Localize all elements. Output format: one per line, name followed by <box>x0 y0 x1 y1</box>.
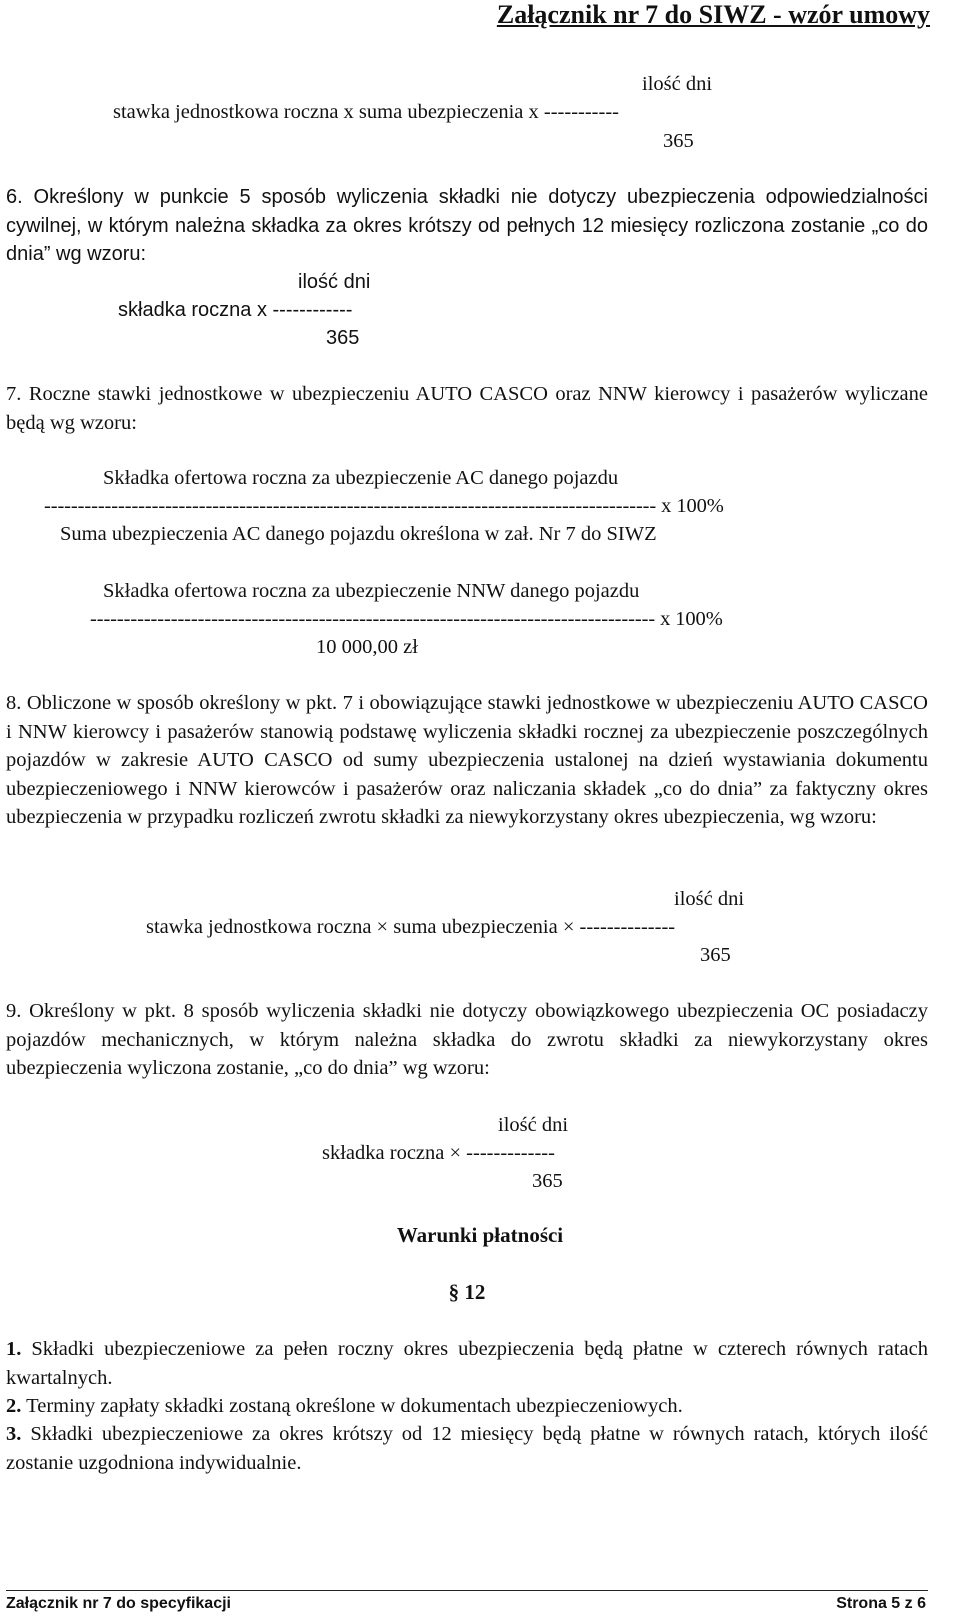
formula6-line: składka roczna × ------------- <box>322 1142 555 1164</box>
paragraph-8: 8. Obliczone w sposób określony w pkt. 7 i obowiązujące stawki jednostkowe w ubezpieczeniu AUTO CASCO i NNW kierowcy i pasażerów stanowią podstawę wyliczenia składki rocznej za ubezpieczenie poszczególnych pojazdów w zakresie AUTO CASCO od sumy ubezpieczenia ustalonej na dzień wystawiania dokumentu ubezpieczeniowego i NNW kierowców i pasażerów oraz naliczania składek „co do dnia” za faktyczny okres ubezpieczenia w przypadku rozliczeń zwrotu składki za niewykorzystany okres ubezpieczenia, wg wzoru: <box>6 692 928 828</box>
list-item <box>6 1335 928 1392</box>
list-item-text: Składki ubezpieczeniowe za okres krótszy od 12 miesięcy będą płatne w równych ratach, których ilość zostanie uzgodniona indywidualnie. <box>6 1423 928 1474</box>
paragraph-9: 9. Określony w pkt. 8 sposób wyliczenia składki nie dotyczy obowiązkowego ubezpieczenia OC posiadaczy pojazdów mechanicznych, w którym należna składka do zwrotu składki za niewykorzystany okres ubezpieczenia wyliczona zostanie, „co do dnia” wg wzoru: <box>6 1000 928 1079</box>
formula6-numerator: ilość dni <box>498 1114 569 1136</box>
footer-left: Załącznik nr 7 do specyfikacji <box>6 1595 231 1612</box>
paragraph-7: 7. Roczne stawki jednostkowe w ubezpieczeniu AUTO CASCO oraz NNW kierowcy i pasażerów wyliczane będą wg wzoru: <box>6 383 928 434</box>
list-item-number: 3. <box>6 1423 22 1445</box>
formula2-denominator: 365 <box>326 327 360 349</box>
formula4-numerator: Składka ofertowa roczna za ubezpieczenie NNW danego pojazdu <box>103 580 640 602</box>
list-item-text: Terminy zapłaty składki zostaną określone w dokumentach ubezpieczeniowych. <box>21 1395 683 1417</box>
list-item-text: Składki ubezpieczeniowe za pełen roczny okres ubezpieczenia będą płatne w czterech równych ratach kwartalnych. <box>6 1338 928 1389</box>
footer-page-number: Strona 5 z 6 <box>836 1595 926 1612</box>
formula5-denominator: 365 <box>700 944 731 966</box>
paragraph-6: 6. Określony w punkcie 5 sposób wyliczenia składki nie dotyczy ubezpieczenia odpowiedzialności cywilnej, w którym należna składka za okres krótszy od pełnych 12 miesięcy rozliczona zostanie „co do dnia” wg wzoru: <box>6 186 928 265</box>
formula1-line: stawka jednostkowa roczna x suma ubezpieczenia x ----------- <box>113 101 619 123</box>
section-number: § 12 <box>448 1280 486 1304</box>
list-item-number: 2. <box>6 1395 22 1417</box>
document-header-title: Załącznik nr 7 do SIWZ - wzór umowy <box>496 0 930 29</box>
formula3-denominator: Suma ubezpieczenia AC danego pojazdu określona w zał. Nr 7 do SIWZ <box>60 523 657 545</box>
formula5-numerator: ilość dni <box>674 888 745 910</box>
formula1-denominator: 365 <box>663 130 694 152</box>
formula6-denominator: 365 <box>532 1170 563 1192</box>
formula4-denominator: 10 000,00 zł <box>316 636 418 658</box>
section-title: Warunki płatności <box>396 1223 564 1247</box>
formula3-line: ------------------------------------------------------------------------------------------- x 100% <box>44 495 724 517</box>
formula4-line: ------------------------------------------------------------------------------------ x 100% <box>90 608 723 630</box>
list-item <box>6 1392 928 1421</box>
formula3-numerator: Składka ofertowa roczna za ubezpieczenie AC danego pojazdu <box>103 467 619 489</box>
list-item <box>6 1420 928 1477</box>
footer-divider <box>6 1590 928 1591</box>
formula2-line: składka roczna x ------------ <box>118 299 353 321</box>
formula5-line: stawka jednostkowa roczna × suma ubezpieczenia × -------------- <box>146 916 676 938</box>
list-item-number: 1. <box>6 1338 22 1360</box>
formula2-numerator: ilość dni <box>298 271 371 293</box>
formula1-numerator: ilość dni <box>642 73 713 95</box>
